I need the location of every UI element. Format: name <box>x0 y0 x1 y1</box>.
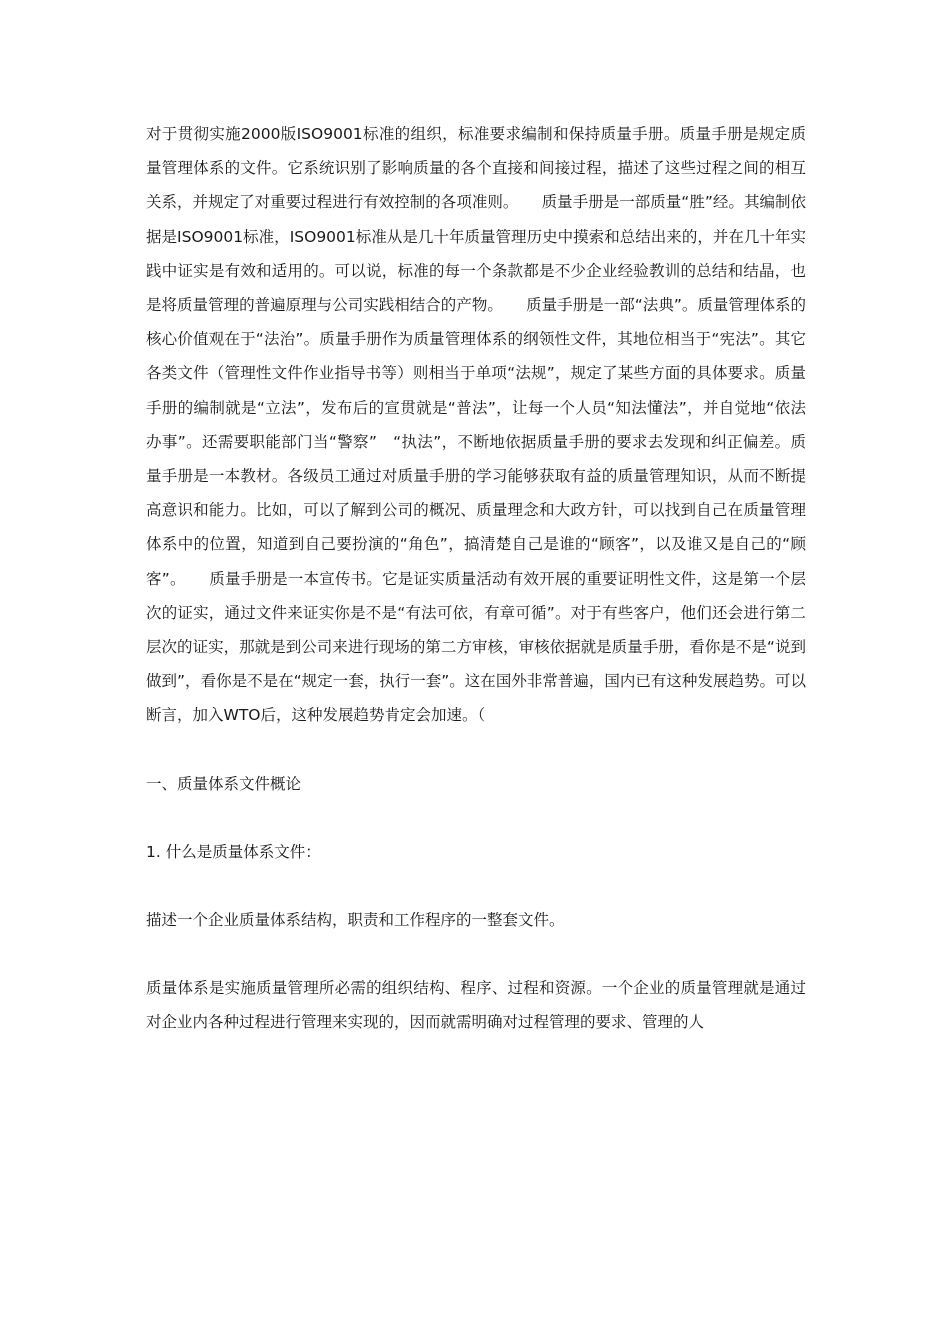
body-paragraph: 质量体系是实施质量管理所必需的组织结构、程序、过程和资源。一个企业的质量管理就是通过对企业内各种过程进行管理来实现的，因而就需明确对过程管理的要求、管理的人 <box>146 979 806 1032</box>
subsection-heading: 1. 什么是质量体系文件： <box>146 842 321 861</box>
section-heading: 一、质量体系文件概论 <box>146 774 302 793</box>
definition-paragraph: 描述一个企业质量体系结构，职责和工作程序的一整套文件。 <box>146 911 565 930</box>
document-body <box>146 117 806 1040</box>
intro-paragraph: 对于贯彻实施2000版ISO9001标准的组织，标准要求编制和保持质量手册。质量手册是规定质量管理体系的文件。它系统识别了影响质量的各个直接和间接过程，描述了这些过程之间的相互关系，并规定了对重要过程进行有效控制的各项准则。 质量手册是一部质量“胜”经。其编制依据是ISO9001标准，ISO9001标准从是几十年质量管理历史中摸索和总结出来的，并在几十年实践中证实是有效和适用的。可以说，标准的每一个条款都是不少企业经验教训的总结和结晶，也是将质量管理的普遍原理与公司实践相结合的产物。 质量手册是一部“法典”。质量管理体系的核心价值观在于“法治”。质量手册作为质量管理体系的纲领性文件，其地位相当于“宪法”。其它各类文件（管理性文件作业指导书等）则相当于单项“法规”，规定了某些方面的具体要求。质量手册的编制就是“立法”，发布后的宣贯就是“普法”，让每一个人员“知法懂法”，并自觉地“依法办事”。还需要职能部门当“警察” “执法”，不断地依据质量手册的要求去发现和纠正偏差。质量手册是一本教材。各级员工通过对质量手册的学习能够获取有益的质量管理知识，从而不断提高意识和能力。比如，可以了解到公司的概况、质量理念和大政方针，可以找到自己在质量管理体系中的位置，知道到自己要扮演的“角色”，搞清楚自己是谁的“顾客”，以及谁又是自己的“顾客”。 质量手册是一本宣传书。它是证实质量活动有效开展的重要证明性文件，这是第一个层次的证实，通过文件来证实你是不是“有法可依，有章可循”。对于有些客户，他们还会进行第二层次的证实，那就是到公司来进行现场的第二方审核，审核依据就是质量手册，看你是不是“说到做到”，看你是不是在“规定一套，执行一套”。这在国外非常普遍，国内已有这种发展趋势。可以断言，加入WTO后，这种发展趋势肯定会加速。（ <box>146 125 806 725</box>
